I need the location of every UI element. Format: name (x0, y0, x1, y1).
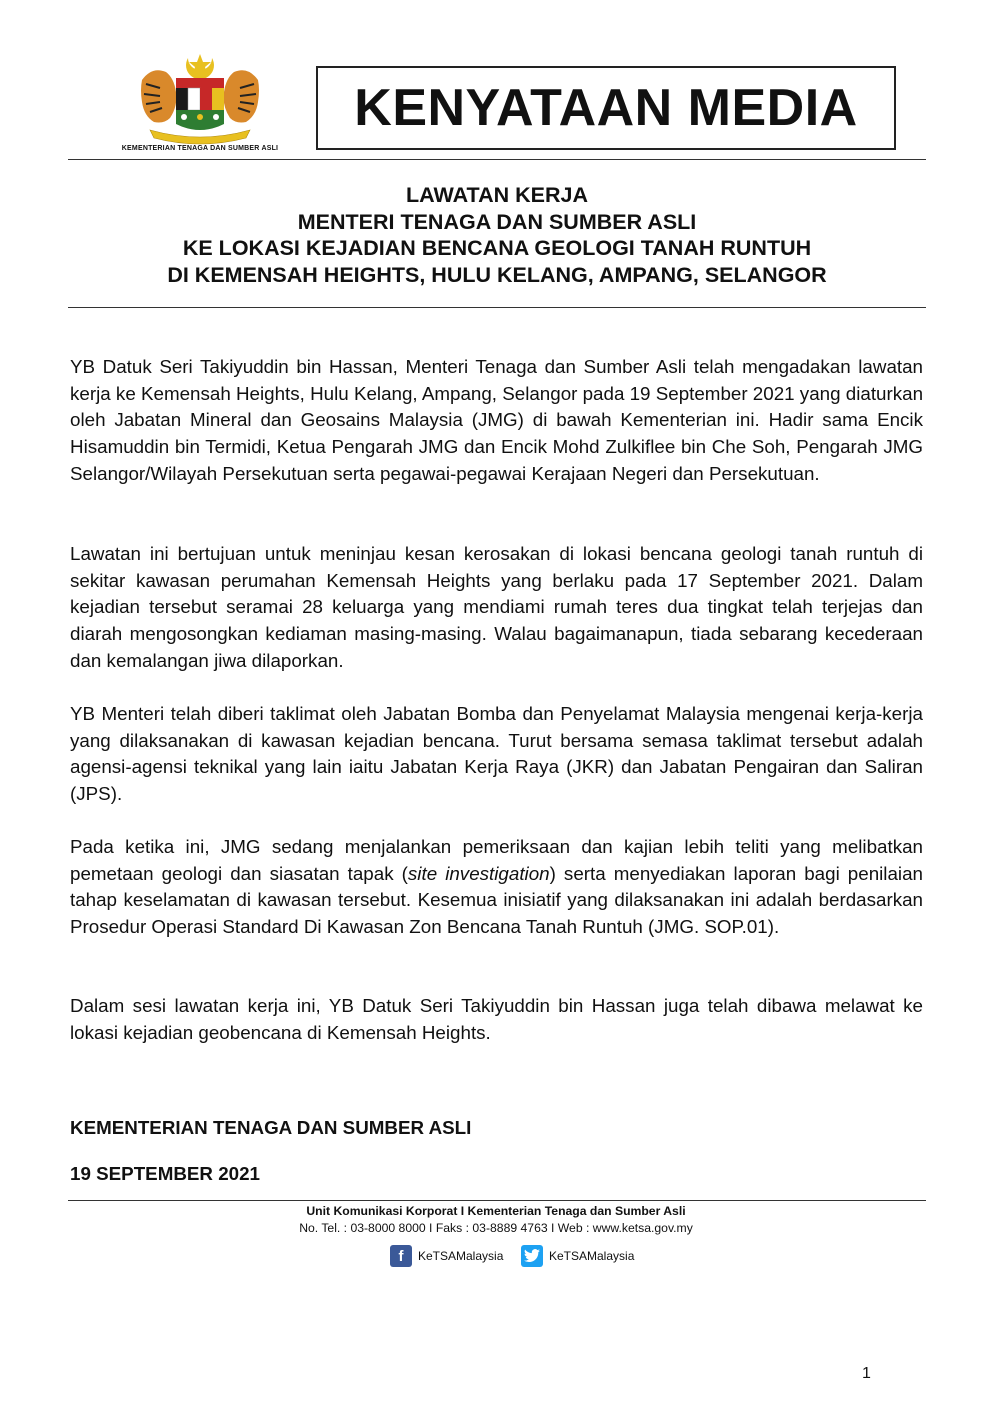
headline-line-2: MENTERI TENAGA DAN SUMBER ASLI (297, 209, 697, 234)
paragraph-4-text-a: Pada ketika ini, JMG sedang menjalankan pemeriksaan dan kajian lebih teliti yang melibatkan pemetaan geologi dan siasatan tapak ( (70, 836, 923, 884)
twitter-handle: KeTSAMalaysia (549, 1249, 635, 1263)
media-statement-title-box (316, 66, 896, 150)
coat-of-arms-logo (120, 50, 280, 160)
twitter-icon (521, 1245, 543, 1267)
paragraph-3: YB Menteri telah diberi taklimat oleh Jabatan Bomba dan Penyelamat Malaysia mengenai kerja-kerja yang dilaksanakan di kawasan kejadian bencana. Turut bersama semasa taklimat tersebut adalah agensi-agensi teknikal yang lain iaitu Jabatan Kerja Raya (JKR) dan Jabatan Pengairan dan Saliran (JPS). (70, 703, 923, 805)
page-title: KENYATAAN MEDIA (354, 79, 858, 137)
headline-line-3: KE LOKASI KEJADIAN BENCANA GEOLOGI TANAH RUNTUH (182, 236, 812, 260)
headline (68, 182, 926, 288)
paragraph-5: Dalam sesi lawatan kerja ini, YB Datuk Seri Takiyuddin bin Hassan juga telah dibawa melawat ke lokasi kejadian geobencana di Kemensah Heights. (70, 995, 923, 1043)
page-number: 1 (862, 1365, 871, 1382)
twitter-link[interactable] (521, 1245, 634, 1267)
headline-line-1: LAWATAN KERJA (406, 183, 588, 207)
headline-divider (68, 307, 926, 308)
signature-date: 19 SEPTEMBER 2021 (70, 1163, 260, 1184)
signature-ministry: KEMENTERIAN TENAGA DAN SUMBER ASLI (70, 1117, 472, 1138)
paragraph-4-text-b: ) serta menyediakan laporan bagi penilaian tahap keselamatan di kawasan tersebut. Kesemua inisiatif yang dilaksanakan ini adalah berdasarkan Prosedur Operasi Standard Di Kawasan Zon Bencana Tanah Runtuh (JMG. SOP.01). (70, 862, 923, 938)
paragraph-4-italic: site investigation (407, 862, 550, 884)
ministry-caption: KEMENTERIAN TENAGA DAN SUMBER ASLI (121, 145, 279, 152)
footer-unit: Unit Komunikasi Korporat I Kementerian Tenaga dan Sumber Asli (306, 1204, 686, 1218)
paragraph-1: YB Datuk Seri Takiyuddin bin Hassan, Menteri Tenaga dan Sumber Asli telah mengadakan lawatan kerja ke Kemensah Heights, Hulu Kelang, Ampang, Selangor pada 19 September 2021 yang diaturkan oleh Jabatan Mineral dan Geosains Malaysia (JMG) di bawah Kementerian ini. Hadir sama Encik Hisamuddin bin Termidi, Ketua Pengarah JMG dan Encik Mohd Zulkiflee bin Che Soh, Pengarah JMG Selangor/Wilayah Persekutuan serta pegawai-pegawai Kerajaan Negeri dan Persekutuan. (70, 356, 924, 484)
facebook-handle: KeTSAMalaysia (418, 1249, 504, 1263)
headline-line-4: DI KEMENSAH HEIGHTS, HULU KELANG, AMPANG, SELANGOR (167, 262, 827, 287)
paragraph-4 (70, 834, 923, 941)
coat-of-arms-icon (120, 50, 280, 150)
footer-divider (68, 1200, 926, 1201)
paragraph-2: Lawatan ini bertujuan untuk meninjau kesan kerosakan di lokasi bencana geologi tanah runtuh di sekitar kawasan perumahan Kemensah Heights yang berlaku pada 17 September 2021. Dalam kejadian tersebut seramai 28 keluarga yang mendiami rumah teres dua tingkat telah terjejas dan diarah mengosongkan kediaman masing-masing. Walau bagaimanapun, tiada sebarang kecederaan dan kemalangan jiwa dilaporkan. (70, 543, 923, 671)
facebook-link[interactable] (390, 1245, 503, 1267)
header-divider (68, 159, 926, 160)
facebook-icon: f (390, 1245, 412, 1267)
footer-contact: No. Tel. : 03-8000 8000 I Faks : 03-8889 4763 I Web : www.ketsa.gov.my (299, 1221, 693, 1235)
